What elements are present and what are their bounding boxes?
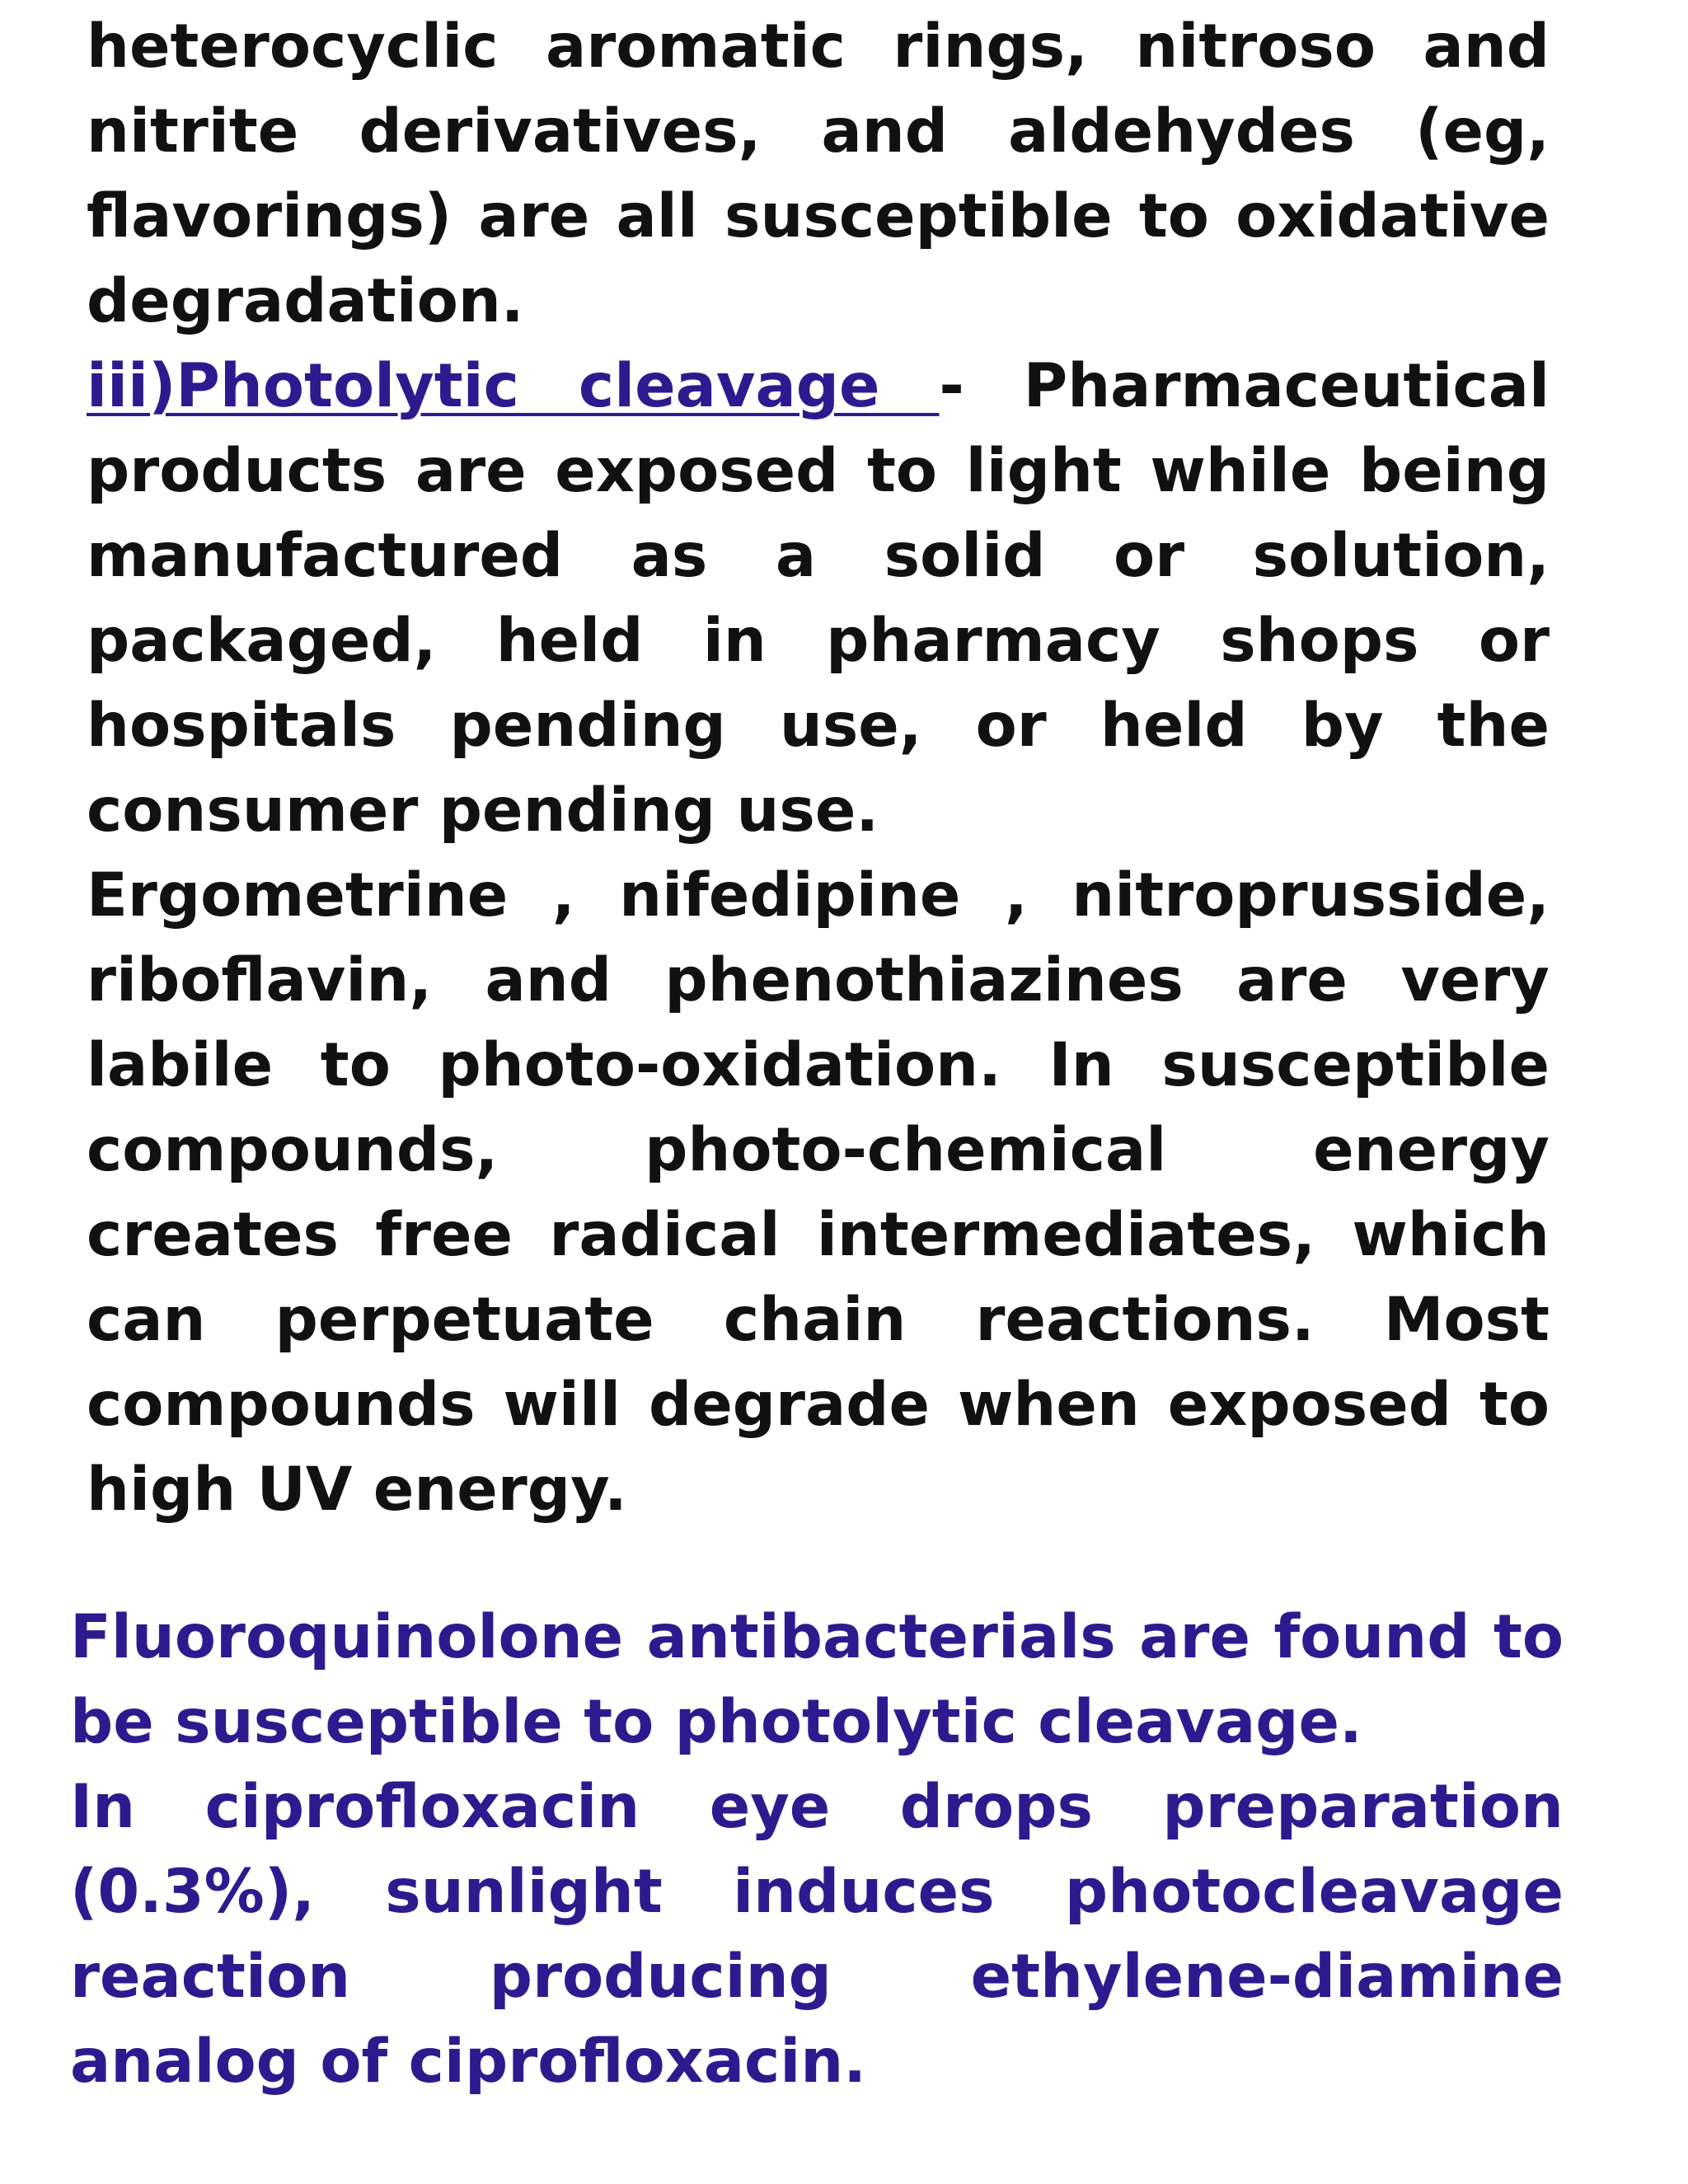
text-line: Fluoroquinolone antibacterials are found to [70, 1602, 1564, 1672]
fluoroquinolone-paragraph [70, 1595, 1564, 2104]
text-line: compounds, photo-chemical energy [87, 1115, 1550, 1185]
oxidative-photolytic-paragraph [87, 4, 1550, 1532]
text-line: be susceptible to photolytic cleavage. [70, 1687, 1362, 1757]
text-line: creates free radical intermediates, which [87, 1200, 1550, 1270]
text-line: degradation. [87, 266, 524, 336]
text-line: consumer pending use. [87, 776, 879, 846]
text-line: nitrite derivatives, and aldehydes (eg, [87, 96, 1550, 166]
text-line: Ergometrine , nifedipine , nitroprusside, [87, 860, 1550, 930]
text-line: (0.3%), sunlight induces photocleavage [70, 1857, 1564, 1927]
text-line: labile to photo-oxidation. In susceptible [87, 1030, 1550, 1100]
text-line: reaction producing ethylene-diamine [70, 1942, 1564, 2012]
text-line: can perpetuate chain reactions. Most [87, 1285, 1550, 1355]
text-line: compounds will degrade when exposed to [87, 1370, 1550, 1440]
text-line: In ciprofloxacin eye drops preparation [70, 1772, 1564, 1842]
text-line: riboflavin, and phenothiazines are very [87, 945, 1550, 1015]
photolytic-cleavage-heading: iii)Photolytic cleavage [87, 351, 940, 421]
text-line: manufactured as a solid or solution, [87, 521, 1550, 591]
text-line: analog of ciprofloxacin. [70, 2027, 866, 2097]
text-line: products are exposed to light while being [87, 436, 1550, 506]
text-line: flavorings) are all susceptible to oxidative [87, 181, 1550, 251]
text-line: packaged, held in pharmacy shops or [87, 606, 1550, 676]
heading-line [87, 344, 1550, 429]
heading-suffix: - Pharmaceutical [939, 351, 1550, 421]
text-line: high UV energy. [87, 1455, 627, 1525]
text-line: hospitals pending use, or held by the [87, 691, 1550, 761]
text-line: heterocyclic aromatic rings, nitroso and [87, 12, 1550, 82]
